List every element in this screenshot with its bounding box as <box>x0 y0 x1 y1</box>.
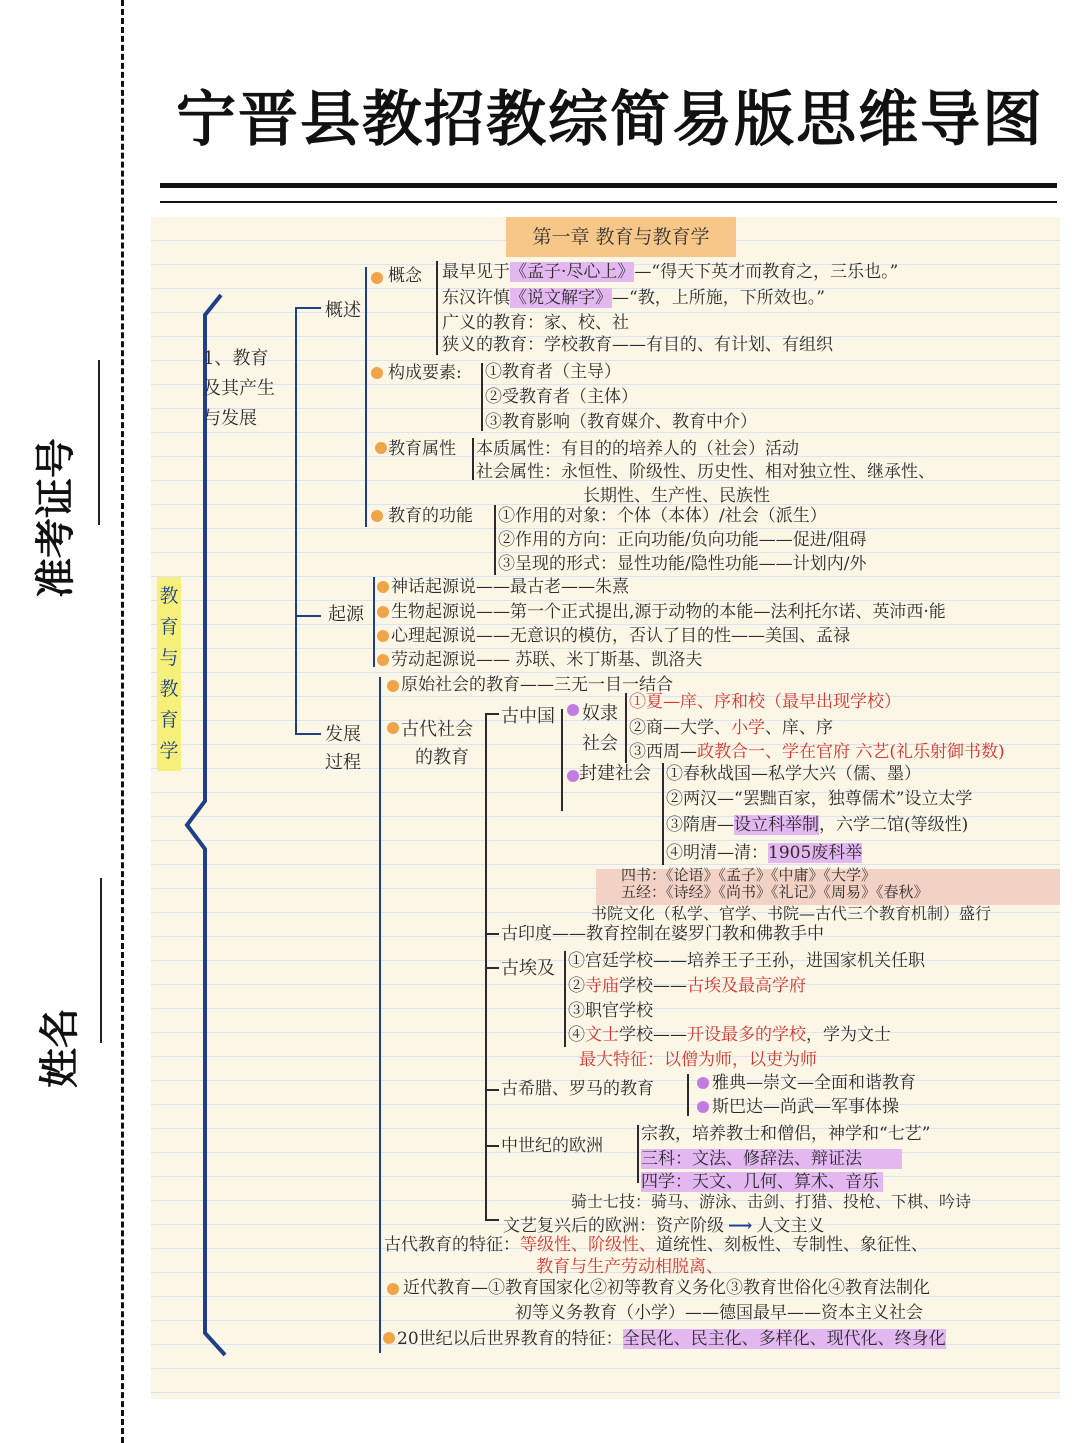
egypt-item-2: ②寺庙学校——古埃及最高学府 <box>568 976 806 996</box>
bullet-dot <box>697 1077 709 1089</box>
elements-label: 构成要素: <box>388 363 462 383</box>
medieval-europe-label: 中世纪的欧洲 <box>501 1136 603 1156</box>
bullet-dot <box>377 654 389 666</box>
slave-society-label: 奴隶 社会 <box>582 703 618 754</box>
origin-item: 神话起源说——最古老——朱熹 <box>391 577 629 597</box>
origin-item: 生物起源说——第一个正式提出,源于动物的本能—法利托尔诺、英沛西·能 <box>391 602 946 622</box>
chapter-heading: 第一章 教育与教育学 <box>506 217 736 257</box>
feudal-society-label: 封建社会 <box>579 763 651 784</box>
element-item: ②受教育者（主体） <box>485 387 638 407</box>
bullet-dot <box>387 722 399 734</box>
bullet-dot <box>377 606 389 618</box>
ancient-india: 古印度——教育控制在婆罗门教和佛教手中 <box>501 924 824 944</box>
bullet-dot <box>371 510 383 522</box>
bullet-dot <box>567 704 579 716</box>
ancient-china-label: 古中国 <box>501 706 555 727</box>
title-rule-thick <box>160 183 1057 188</box>
overview-connector <box>365 267 367 527</box>
main-topic: 教育与教育学 <box>157 577 181 771</box>
origin-item: 心理起源说——无意识的模仿，否认了目的性——美国、孟禄 <box>391 626 850 646</box>
sub-brace-line <box>295 307 297 733</box>
feudal-item-1: ①春秋战国—私学大兴（儒、墨） <box>666 764 921 784</box>
feudal-item-2: ②两汉—“罢黜百家，独尊儒术”设立太学 <box>666 789 973 809</box>
concept-line-3: 广义的教育：家、校、社 <box>442 313 629 333</box>
bullet-dot <box>377 581 389 593</box>
bullet-dot <box>387 680 399 692</box>
bullet-dot <box>371 272 383 284</box>
functions-label: 教育的功能 <box>388 506 473 526</box>
function-item: ①作用的对象：个体（本体）/社会（派生） <box>498 506 827 526</box>
element-item: ①教育者（主导） <box>485 362 621 382</box>
concept-line-4: 狭义的教育：学校教育——有目的、有计划、有组织 <box>442 335 833 355</box>
ancient-society-label: 古代社会 的教育 <box>401 719 473 768</box>
ancient-features: 古代教育的特征：等级性、阶级性、道统性、刻板性、专制性、象征性、 <box>384 1235 928 1255</box>
function-item: ③呈现的形式：显性功能/隐性功能——计划内/外 <box>498 554 867 574</box>
compulsory-education: 初等义务教育（小学）——德国最早——资本主义社会 <box>515 1303 923 1323</box>
bullet-dot <box>697 1101 709 1113</box>
bullet-dot <box>387 1283 399 1295</box>
name-fill-line <box>100 878 102 1043</box>
slave-item-2: ②商—大学、小学、庠、序 <box>629 718 833 738</box>
medieval-line-1: 宗教，培养教士和僧侣，神学和“七艺” <box>641 1124 931 1144</box>
feudal-item-3: ③隋唐—设立科举制，六学二馆(等级性) <box>666 815 969 835</box>
bullet-dot <box>567 770 579 782</box>
function-item: ②作用的方向：正向功能/负向功能——促进/阻碍 <box>498 530 867 550</box>
mind-map-paper <box>151 217 1060 1399</box>
greece-rome-label: 古希腊、罗马的教育 <box>501 1079 654 1099</box>
ancient-features-cont: 教育与生产劳动相脱离、 <box>536 1257 723 1277</box>
development-connector <box>379 677 381 1353</box>
five-classics: 五经：《诗经》《尚书》《礼记》《周易》《春秋》 <box>621 883 929 901</box>
name-label: 姓名 <box>37 1008 83 1088</box>
medieval-line-3: 四学：天文、几何、算术、音乐 <box>641 1171 883 1193</box>
renaissance-line: 文艺复兴后的欧洲：资产阶级 ⟶ 人文主义 <box>503 1216 825 1236</box>
attributes-label: 教育属性 <box>388 439 456 459</box>
modern-education: 近代教育—①教育国家化②初等教育义务化③教育世俗化④教育法制化 <box>403 1278 930 1298</box>
academy-culture: 书院文化（私学、官学、书院—古代三个教育机制）盛行 <box>591 904 992 923</box>
attribute-line-3: 长期性、生产性、民族性 <box>583 486 770 506</box>
bullet-dot <box>371 367 383 379</box>
athens-item: 雅典—崇文—全面和谐教育 <box>712 1073 916 1093</box>
four-books: 四书：《论语》《孟子》《中庸》《大学》 <box>621 866 877 884</box>
page-title: 宁晋县教招教综简易版思维导图 <box>176 85 1044 155</box>
exam-id-label: 准考证号 <box>33 438 79 598</box>
overview-label: 概述 <box>325 300 361 321</box>
slave-item-1: ①夏—庠、序和校（最早出现学校） <box>629 692 901 712</box>
attribute-line-2: 社会属性：永恒性、阶级性、历史性、相对独立性、继承性、 <box>476 462 935 482</box>
origin-connector <box>373 577 375 667</box>
main-brace <box>181 293 229 1357</box>
concept-label: 概念 <box>388 266 422 286</box>
egypt-item-3: ③职官学校 <box>568 1001 653 1021</box>
egypt-item-1: ①宫廷学校——培养王子王孙，进国家机关任职 <box>568 951 925 971</box>
attribute-line-1: 本质属性：有目的的培养人的（社会）活动 <box>476 439 799 459</box>
title-rule-thin <box>160 201 1057 203</box>
knight-skills: 骑士七技：骑马、游泳、击剑、打猎、投枪、下棋、吟诗 <box>571 1192 972 1211</box>
egypt-item-4: ④文士学校——开设最多的学校，学为文士 <box>568 1025 891 1045</box>
bullet-dot <box>383 1332 395 1344</box>
development-label: 发展 过程 <box>325 724 361 773</box>
concept-line-1: 最早见于《孟子·尽心上》—“得天下英才而教育之，三乐也。” <box>442 262 899 282</box>
element-item: ③教育影响（教育媒介、教育中介） <box>485 412 757 432</box>
bullet-dot <box>375 442 387 454</box>
bullet-dot <box>377 630 389 642</box>
ancient-tree-connector <box>485 713 487 1219</box>
medieval-line-2: 三科：文法、修辞法、辩证法 <box>641 1148 902 1170</box>
section-label: 1、教育 及其产生 与发展 <box>203 348 275 429</box>
slave-item-3: ③西周—政教合一、学在官府 六艺(礼乐射御书数) <box>629 742 1005 762</box>
ancient-egypt-label: 古埃及 <box>501 958 555 979</box>
primitive-education: 原始社会的教育——三无一目一结合 <box>401 675 673 695</box>
sparta-item: 斯巴达—尚武—军事体操 <box>712 1097 899 1117</box>
c20-features: 20世纪以后世界教育的特征：全民化、民主化、多样化、现代化、终身化 <box>397 1329 946 1349</box>
origin-label: 起源 <box>328 604 364 625</box>
feudal-item-4: ④明清—清：1905废科举 <box>666 843 863 863</box>
exam-id-fill-line <box>98 360 100 525</box>
dashed-margin-line <box>121 0 124 1443</box>
concept-line-2: 东汉许慎《说文解字》—“教，上所施，下所效也。” <box>442 288 825 308</box>
egypt-feature: 最大特征：以僧为师，以吏为师 <box>579 1050 817 1070</box>
origin-item: 劳动起源说—— 苏联、米丁斯基、凯洛夫 <box>391 650 703 670</box>
